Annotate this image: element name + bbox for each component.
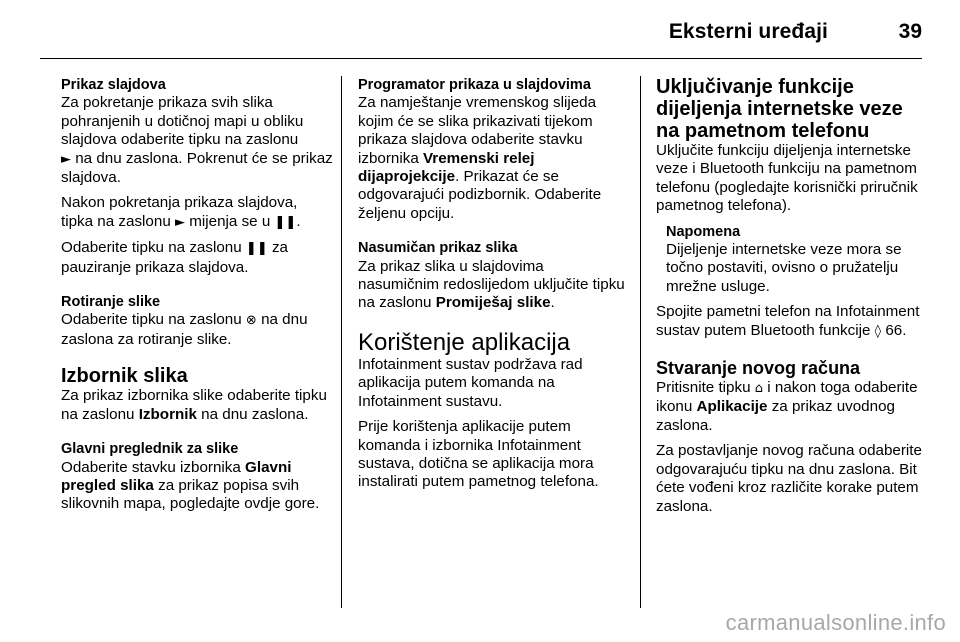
text: Odaberite tipku na zaslonu <box>61 239 242 257</box>
text: Za pokretanje prikaza svih slika pohranjenih u dotičnoj mapi u obliku slajdova odaberite tipku na zaslonu <box>61 94 304 149</box>
paragraph: Infotainment sustav podržava rad aplikacija putem komanda na Infotainment sustavu. <box>358 355 583 410</box>
paragraph <box>61 459 333 514</box>
text: Za namještanje vremenskog slijeda kojim će se slika prikazivati tijekom prikaza slajdova odaberite stavku izbornika <box>358 94 597 167</box>
text: na dnu zaslona za rotiranje slike. <box>61 311 308 348</box>
menu-term: Promiješaj slike <box>435 294 551 312</box>
text: Za prikaz slika u slajdovima nasumičnim redoslijedom uključite tipku na zaslonu <box>358 257 625 312</box>
section-title-hotspot: Uključivanje funkcije dijeljenja internetske veze na pametnom telefonu <box>656 76 903 142</box>
home-icon: ⌂ <box>754 381 764 397</box>
text: Odaberite tipku na zaslonu <box>61 311 242 329</box>
section-title-new-account: Stvaranje novog računa <box>656 358 861 379</box>
paragraph <box>61 387 333 424</box>
text: za prikaz uvodnog zaslona. <box>656 398 895 434</box>
page-number: 39 <box>898 20 922 43</box>
column-divider-2 <box>640 76 641 608</box>
paragraph: Uključite funkciju dijeljenja internetske veze i Bluetooth funkciju na pametnom telefonu (pogledajte korisnički priručnik pametnog telefona). <box>656 142 918 215</box>
menu-term: Aplikacije <box>696 398 768 416</box>
text: Pritisnite tipku <box>656 379 751 397</box>
column-divider-1 <box>341 76 342 608</box>
section-title-image-menu: Izbornik slika <box>61 365 188 388</box>
text: Za prikaz izbornika slike odaberite tipku na zaslonu <box>61 387 327 423</box>
menu-term: Izbornik <box>138 405 197 423</box>
section-title-using-apps: Korištenje aplikacija <box>358 328 571 356</box>
paragraph <box>358 258 626 313</box>
paragraph <box>656 379 926 435</box>
section-title-slideshow-timer: Programator prikaza u slajdovima <box>358 77 591 93</box>
column-1 <box>61 76 333 514</box>
header-divider <box>40 58 922 59</box>
section-title-main-browser: Glavni preglednik za slike <box>61 441 239 458</box>
section-title-shuffle: Nasumičan prikaz slika <box>358 240 518 257</box>
page-reference: 66. <box>885 321 907 339</box>
paragraph <box>61 239 333 277</box>
text: na dnu zaslona. Pokrenut će se prikaz slajdova. <box>61 149 333 187</box>
section-title-slideshow: Prikaz slajdova <box>61 77 166 93</box>
text: za pauziranje prikaza slajdova. <box>61 239 288 276</box>
page-header-title: Eksterni uređaji <box>668 20 828 43</box>
column-3 <box>656 76 926 516</box>
menu-term: Glavni pregled slika <box>61 458 292 494</box>
paragraph <box>358 94 626 223</box>
paragraph <box>61 94 333 187</box>
play-icon: ► <box>61 151 71 167</box>
paragraph: Nakon pokretanja prikaza slajdova, tipka na zaslonu ► mijenja se u ❚❚. <box>61 194 301 230</box>
rotate-icon: ⊗ <box>245 313 257 329</box>
text: mijenja se u <box>189 212 271 230</box>
text: Nakon pokretanja prikaza slajdova, tipka na zaslonu <box>61 194 298 230</box>
text: na dnu zaslona. <box>201 405 309 423</box>
menu-term: Vremenski relej dijaprojekcije <box>358 149 535 186</box>
reference-icon: ◊ <box>874 323 882 339</box>
paragraph: Prije korištenja aplikacije putem komanda i izbornika Infotainment sustava, dotična se aplikacija mora instalirati putem pametnog telefona. <box>358 418 599 491</box>
text: Spojite pametni telefon na Infotainment sustav putem Bluetooth funkcije <box>656 303 920 339</box>
section-title-rotate: Rotiranje slike <box>61 294 161 311</box>
column-2 <box>358 76 626 492</box>
paragraph <box>61 311 333 349</box>
text: Odaberite stavku izbornika <box>61 458 241 476</box>
note-title: Napomena <box>666 223 741 240</box>
text: . Prikazat će se odgovarajući podizbornik. Odaberite željenu opciju. <box>358 168 602 222</box>
pause-icon: ❚❚ <box>274 214 297 230</box>
text: i nakon toga odaberite ikonu <box>656 379 918 416</box>
paragraph: Za postavljanje novog računa odaberite odgovarajuću tipku na dnu zaslona. Bit ćete vođeni kroz različite korake putem zaslona. <box>656 442 922 515</box>
note-box <box>666 223 926 297</box>
watermark: carmanualsonline.info <box>725 610 946 635</box>
pause-icon: ❚❚ <box>245 241 268 257</box>
text: . <box>550 294 555 312</box>
text: za prikaz popisa svih slikovnih mapa, pogledajte ovdje gore. <box>61 476 320 513</box>
paragraph <box>656 303 926 341</box>
note-text: Dijeljenje internetske veze mora se točno postaviti, ovisno o pružatelju mrežne usluge. <box>666 241 902 295</box>
play-icon: ► <box>175 214 185 230</box>
